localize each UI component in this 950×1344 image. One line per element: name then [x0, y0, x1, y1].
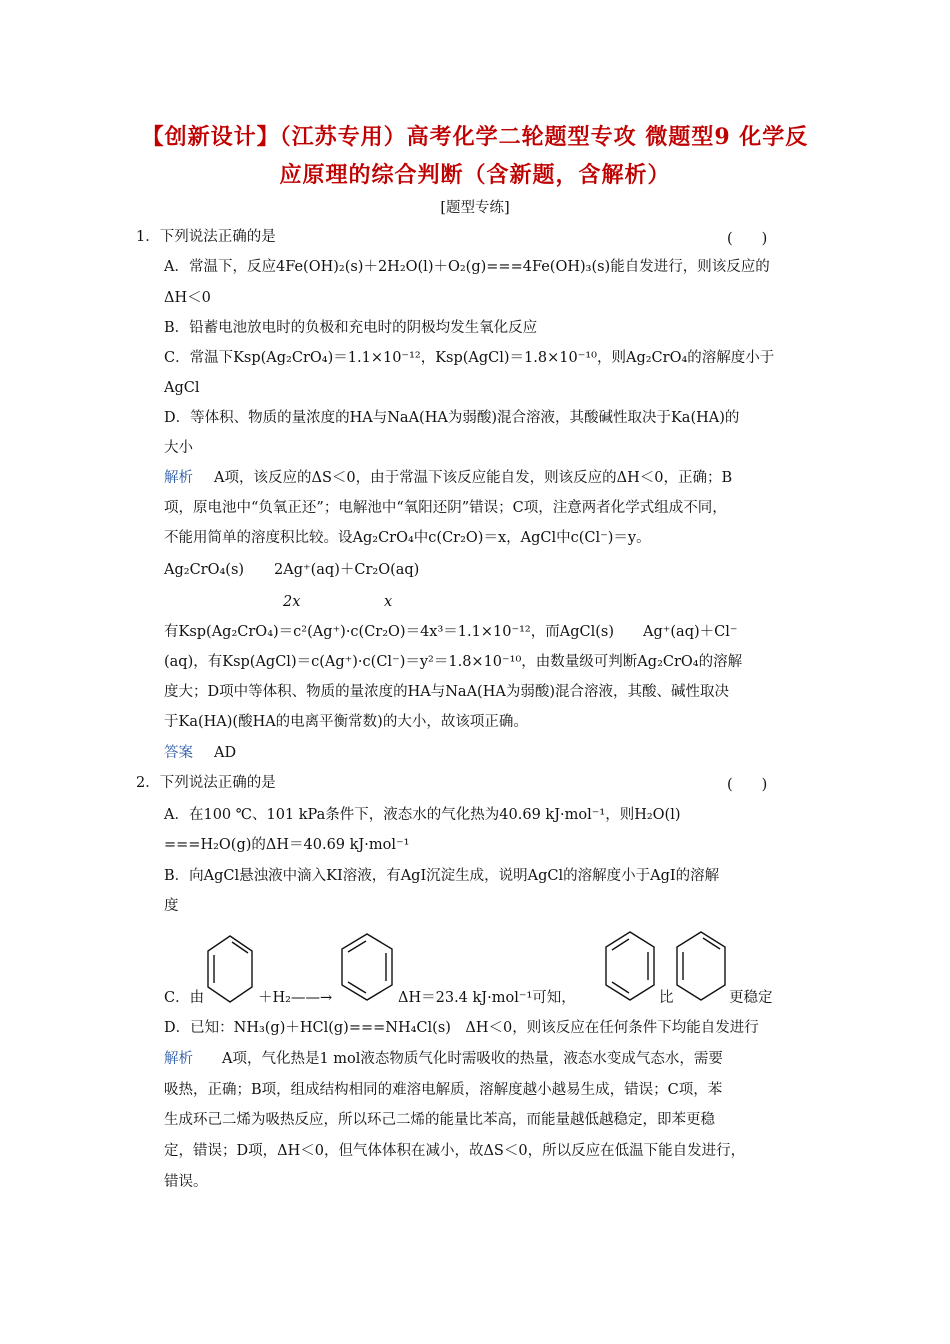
q2-option-c-prefix: C．由: [164, 990, 205, 1006]
cyclohexadiene-structure-icon-2: [675, 930, 727, 1002]
q1-stem: 1．下列说法正确的是: [136, 229, 276, 245]
q2-answer-paren: ( ): [727, 777, 768, 793]
q2-analysis-line4: 定，错误；D项，ΔH＜0，但气体体积在减小，故ΔS＜0，所以反应在低温下能自发进行，: [164, 1143, 746, 1159]
q2-analysis-line5: 错误。: [164, 1174, 208, 1190]
q2-option-a-line1: A．在100 ℃、101 kPa条件下，液态水的气化热为40.69 kJ·mol⁻¹，则H₂O(l): [164, 807, 681, 823]
doc-title-line2: 应原理的综合判断（含新题，含解析）: [279, 162, 671, 188]
q1-analysis-line6: 度大；D项中等体积、物质的量浓度的HA与NaA(HA为弱酸)混合溶液，其酸、碱性取决: [164, 684, 729, 700]
q2-option-b-line2: 度: [164, 898, 179, 914]
q1-analysis-line3: 不能用简单的溶度积比较。设Ag₂CrO₄中c(Cr₂O)＝x，AgCl中c(Cl⁻)＝y。: [164, 530, 651, 546]
q1-answer: AD: [214, 745, 237, 761]
doc-title-line1: 【创新设计】（江苏专用）高考化学二轮题型专攻 微题型9 化学反: [141, 124, 809, 150]
q1-eq-x: x: [384, 594, 393, 610]
q1-analysis-line2: 项，原电池中“负氧正还”；电解池中“氧阳还阴”错误；C项，注意两者化学式组成不同，: [164, 500, 727, 516]
q1-option-a-line2: ΔH＜0: [164, 290, 211, 306]
q2-option-b-line1: B．向AgCl悬浊液中滴入KI溶液，有AgI沉淀生成，说明AgCl的溶解度小于AgI的溶解: [164, 868, 720, 884]
q2-analysis-label: 解析: [164, 1051, 193, 1067]
q2-option-d: D．已知：NH₃(g)＋HCl(g)===NH₄Cl(s) ΔH＜0，则该反应在任何条件下均能自发进行: [164, 1020, 759, 1036]
q2-stem: 2．下列说法正确的是: [136, 775, 276, 791]
q1-eq-2x: 2x: [283, 594, 301, 610]
q1-analysis-line5: (aq)，有Ksp(AgCl)＝c(Ag⁺)·c(Cl⁻)＝y²＝1.8×10⁻¹⁰，由数量级可判断Ag₂CrO₄的溶解: [164, 654, 743, 670]
q1-answer-paren: ( ): [727, 231, 768, 247]
q2-analysis-line2: 吸热，正确；B项，组成结构相同的难溶电解质，溶解度越小越易生成，错误；C项，苯: [164, 1082, 723, 1098]
q1-answer-label: 答案: [164, 745, 193, 761]
q1-analysis-line4: 有Ksp(Ag₂CrO₄)＝c²(Ag⁺)·c(Cr₂O)＝4x³＝1.1×10⁻¹²，而AgCl(s) Ag⁺(aq)＋Cl⁻: [164, 624, 738, 640]
q2-option-c-end: 更稳定: [729, 990, 773, 1006]
q1-option-d-line1: D．等体积、物质的量浓度的HA与NaA(HA为弱酸)混合溶液，其酸碱性取决于Ka(HA)的: [164, 410, 740, 426]
q1-option-b: B．铅蓄电池放电时的负极和充电时的阴极均发生氧化反应: [164, 320, 538, 336]
q1-equilibrium-right: 2Ag⁺(aq)＋Cr₂O(aq): [274, 562, 420, 578]
q2-analysis-line3: 生成环己二烯为吸热反应，所以环己二烯的能量比苯高，而能量越低越稳定，即苯更稳: [164, 1112, 715, 1128]
q1-analysis-line7: 于Ka(HA)(酸HA的电离平衡常数)的大小，故该项正确。: [164, 714, 528, 730]
q2-option-a-line2: ===H₂O(g)的ΔH＝40.69 kJ·mol⁻¹: [164, 837, 410, 853]
q2-option-c-bi: 比: [659, 990, 674, 1006]
benzene-structure-icon: [340, 932, 394, 1002]
q2-analysis-line1: A项，气化热是1 mol液态物质气化时需吸收的热量，液态水变成气态水，需要: [222, 1051, 723, 1067]
q1-analysis-line1: A项，该反应的ΔS＜0，由于常温下该反应能自发，则该反应的ΔH＜0，正确；B: [214, 470, 733, 486]
q2-option-c-dh: ΔH＝23.4 kJ·mol⁻¹可知，: [398, 990, 576, 1006]
section-subtitle: [题型专练]: [440, 200, 510, 216]
q1-option-d-line2: 大小: [164, 440, 193, 456]
q1-option-c-line1: C．常温下Ksp(Ag₂CrO₄)＝1.1×10⁻¹²，Ksp(AgCl)＝1.8×10⁻¹⁰，则Ag₂CrO₄的溶解度小于: [164, 350, 775, 366]
q1-option-a-line1: A．常温下，反应4Fe(OH)₂(s)＋2H₂O(l)＋O₂(g)===4Fe(OH)₃(s)能自发进行，则该反应的: [164, 259, 770, 275]
q1-analysis-label: 解析: [164, 470, 193, 486]
q1-equilibrium-left: Ag₂CrO₄(s): [164, 562, 245, 578]
cyclohexadiene-structure-icon: [206, 934, 254, 1004]
q2-option-c-h2-arrow: ＋H₂——→: [258, 990, 333, 1006]
q1-option-c-line2: AgCl: [164, 380, 200, 396]
benzene-structure-icon-2: [604, 930, 656, 1002]
